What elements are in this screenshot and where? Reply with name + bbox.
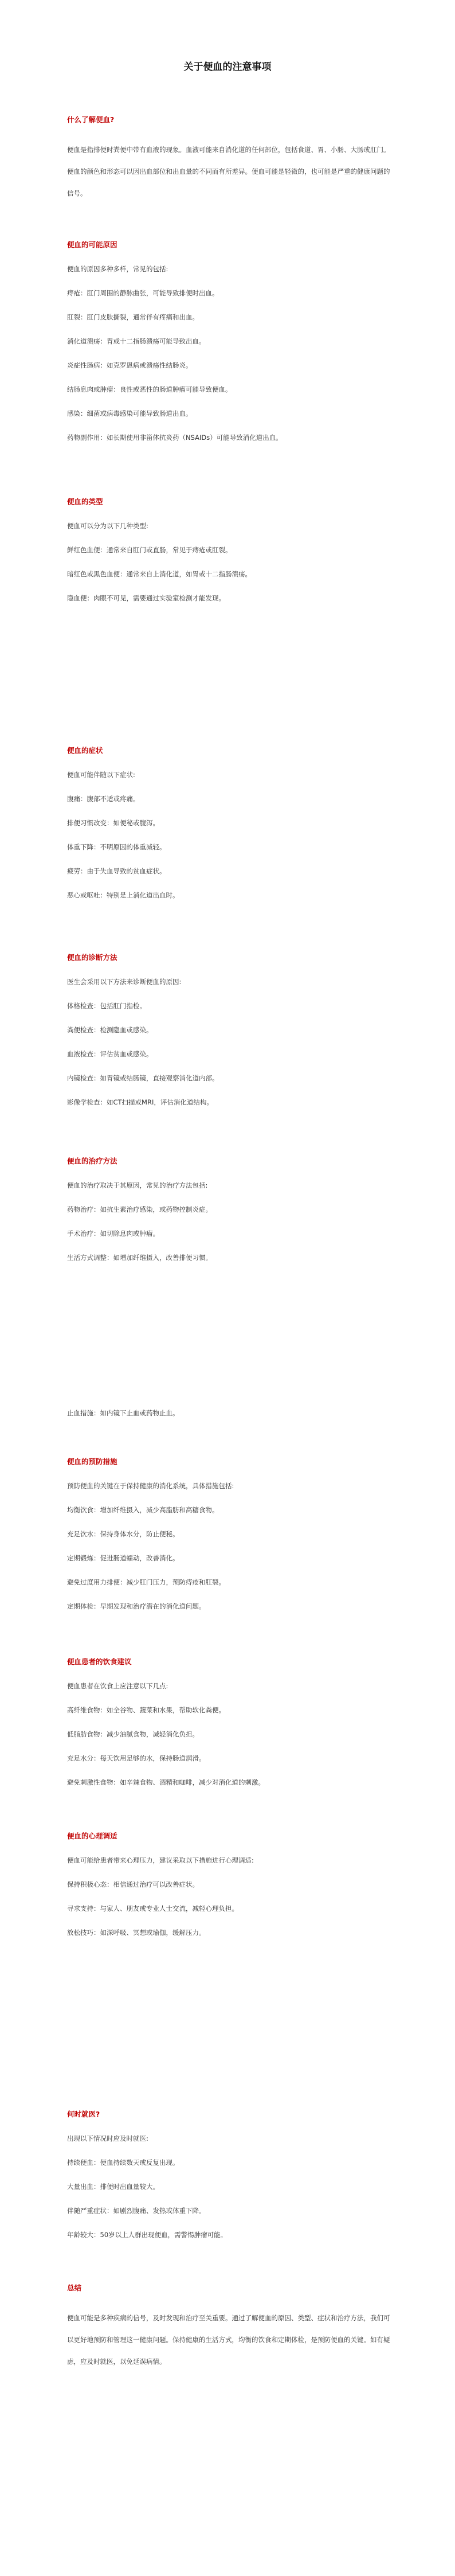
section-heading: 便血的症状 [67,746,103,755]
list-item: 生活方式调整：如增加纤维摄入，改善排便习惯。 [67,1254,212,1262]
list-item: 药物治疗：如抗生素治疗感染，或药物控制炎症。 [67,1205,212,1213]
section-heading: 便血患者的饮食建议 [67,1657,132,1666]
section-treatment [67,1156,394,1263]
list-item: 寻求支持：与家人、朋友或专业人士交流，减轻心理负担。 [67,1904,238,1913]
section-heading: 便血的预防措施 [67,1457,117,1466]
list-item: 医生会采用以下方法来诊断便血的原因: [67,978,182,986]
list-item: 肛裂：肛门皮肤撕裂，通常伴有疼痛和出血。 [67,313,199,321]
list-item: 炎症性肠病：如克罗恩病或溃疡性结肠炎。 [67,361,193,369]
list-item: 药物副作用：如长期使用非甾体抗炎药（NSAIDs）可能导致消化道出血。 [67,434,283,442]
list-item: 体重下降：不明原因的体重减轻。 [67,843,166,851]
section-heading: 便血的可能原因 [67,240,117,249]
section-symptoms [67,746,394,900]
section-heading: 便血的类型 [67,497,103,506]
list-item: 便血可能伴随以下症状: [67,771,135,779]
list-item: 粪便检查：检测隐血或感染。 [67,1026,153,1034]
section-prevention [67,1457,394,1611]
list-item: 便血的治疗取决于其原因，常见的治疗方法包括: [67,1181,208,1189]
section-types [67,497,394,603]
list-item: 暗红色或黑色血便：通常来自上消化道，如胃或十二指肠溃疡。 [67,570,252,578]
section-diagnosis [67,953,394,1107]
section-what-is [67,115,394,204]
list-item: 放松技巧：如深呼吸、冥想或瑜伽，缓解压力。 [67,1929,206,1937]
list-item: 止血措施：如内镜下止血或药物止血。 [67,1409,179,1417]
list-item: 恶心或呕吐：特别是上消化道出血时。 [67,891,179,899]
list-item: 伴随严重症状：如剧烈腹痛、发热或体重下降。 [67,2207,206,2215]
list-item: 消化道溃疡：胃或十二指肠溃疡可能导致出血。 [67,337,206,345]
section-heading: 总结 [67,2284,82,2292]
list-item: 大量出血：排便时出血量较大。 [67,2183,159,2191]
list-item: 排便习惯改变：如便秘或腹泻。 [67,819,159,827]
section-treatment-continued [67,1408,394,1418]
section-heading: 什么了解便血? [67,115,115,124]
section-paragraph: 便血可能是多种疾病的信号，及时发现和治疗至关重要。通过了解便血的原因、类型、症状和治疗方法，我们可以更好地预防和管理这一健康问题。保持健康的生活方式，均衡的饮食和定期体检，是预防便血的关键。如有疑虑，应及时就医，以免延误病情。 [67,2314,390,2366]
list-item: 保持积极心态：相信通过治疗可以改善症状。 [67,1880,199,1888]
list-item: 体格检查：包括肛门指检。 [67,1002,146,1010]
section-diet [67,1657,394,1787]
section-psychology [67,1831,394,1938]
list-item: 腹痛：腹部不适或疼痛。 [67,795,140,803]
section-heading: 便血的心理调适 [67,1832,117,1840]
section-heading: 何时就医? [67,2110,100,2118]
list-item: 便血患者在饮食上应注意以下几点: [67,1682,168,1690]
list-item: 高纤维食物：如全谷物、蔬菜和水果，帮助软化粪便。 [67,1706,225,1714]
list-item: 血液检查：评估贫血或感染。 [67,1050,153,1058]
list-item: 持续便血：便血持续数天或反复出现。 [67,2159,179,2167]
list-item: 结肠息肉或肿瘤：良性或恶性的肠道肿瘤可能导致便血。 [67,385,232,393]
list-item: 便血可以分为以下几种类型: [67,522,148,530]
list-item: 便血的原因多种多样，常见的包括: [67,265,168,273]
section-heading: 便血的诊断方法 [67,953,117,962]
section-paragraph: 便血是指排便时粪便中带有血液的现象。血液可能来自消化道的任何部位，包括食道、胃、小肠、大肠或肛门。便血的颜色和形态可以因出血部位和出血量的不同而有所差异。便血可能是轻微的，也可能是严重的健康问题的信号。 [67,146,390,197]
list-item: 隐血便：肉眼不可见，需要通过实验室检测才能发现。 [67,594,225,602]
list-item: 充足水分：每天饮用足够的水，保持肠道润滑。 [67,1754,206,1762]
list-item: 定期锻炼：促进肠道蠕动，改善消化。 [67,1554,179,1562]
list-item: 感染：细菌或病毒感染可能导致肠道出血。 [67,409,193,417]
section-summary [67,2283,394,2372]
list-item: 年龄较大：50岁以上人群出现便血，需警惕肿瘤可能。 [67,2231,227,2239]
list-item: 避免过度用力排便：减少肛门压力，预防痔疮和肛裂。 [67,1578,225,1586]
list-item: 均衡饮食：增加纤维摄入，减少高脂肪和高糖食物。 [67,1506,219,1514]
list-item: 内镜检查：如胃镜或结肠镜，直接观察消化道内部。 [67,1074,219,1082]
list-item: 避免刺激性食物：如辛辣食物、酒精和咖啡，减少对消化道的刺激。 [67,1778,265,1786]
section-when-to-see-doctor [67,2109,394,2240]
page-title: 关于便血的注意事项 [183,61,272,73]
list-item: 疲劳：由于失血导致的贫血症状。 [67,867,166,875]
list-item: 充足饮水：保持身体水分，防止便秘。 [67,1530,179,1538]
list-item: 预防便血的关键在于保持健康的消化系统，具体措施包括: [67,1482,234,1490]
list-item: 痔疮：肛门周围的静脉曲张，可能导致排便时出血。 [67,289,219,297]
list-item: 低脂肪食物：减少油腻食物，减轻消化负担。 [67,1730,199,1738]
list-item: 鲜红色血便：通常来自肛门或直肠，常见于痔疮或肛裂。 [67,546,232,554]
list-item: 出现以下情况时应及时就医: [67,2134,148,2142]
list-item: 定期体检：早期发现和治疗潜在的消化道问题。 [67,1602,206,1610]
section-heading: 便血的治疗方法 [67,1157,117,1165]
section-causes [67,240,394,443]
list-item: 影像学检查：如CT扫描或MRI，评估消化道结构。 [67,1098,213,1106]
list-item: 便血可能给患者带来心理压力，建议采取以下措施进行心理调适: [67,1856,254,1864]
list-item: 手术治疗：如切除息肉或肿瘤。 [67,1230,159,1238]
